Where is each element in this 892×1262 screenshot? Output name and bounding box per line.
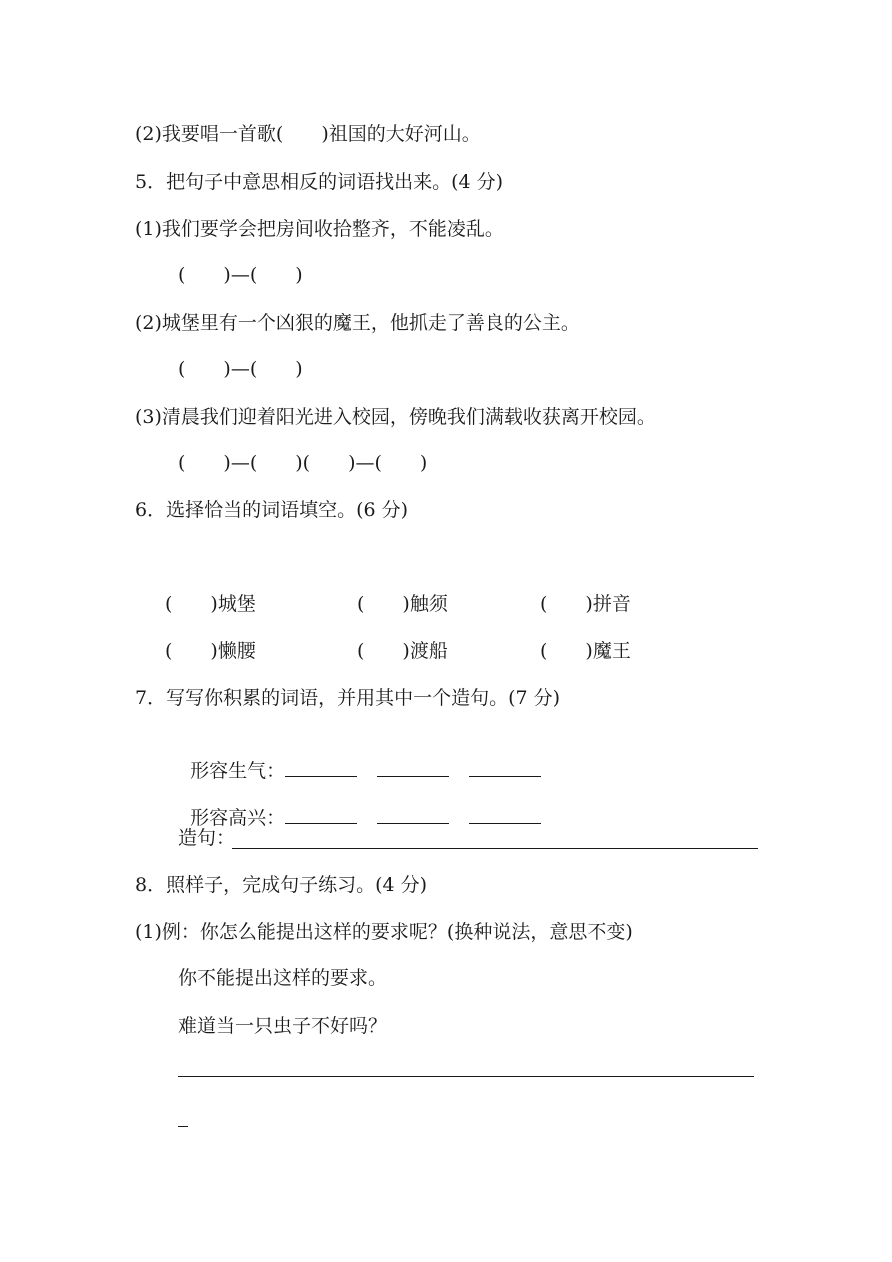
q6-item-antenna[interactable]: ( )触须	[357, 593, 448, 615]
q8-title: 8．照样子，完成句子练习。(4 分)	[135, 874, 428, 896]
q5-sentence-1: (1)我们要学会把房间收拾整齐，不能凌乱。	[135, 218, 504, 240]
q6-item-ferry[interactable]: ( )渡船	[357, 640, 448, 662]
q7-sentence-label: 造句：	[178, 827, 236, 849]
q6-title: 6．选择恰当的词语填空。(6 分)	[135, 499, 409, 521]
q7-angry-blank-3[interactable]	[469, 758, 541, 777]
q6-item-castle[interactable]: ( )城堡	[165, 593, 256, 615]
q7-sentence-line[interactable]	[232, 848, 758, 849]
q7-happy-row	[178, 781, 561, 830]
q7-angry-blank-1[interactable]	[285, 758, 357, 777]
q7-title: 7．写写你积累的词语，并用其中一个造句。(7 分)	[135, 687, 561, 709]
q6-item-stretch[interactable]: ( )懒腰	[165, 640, 256, 662]
q7-happy-blank-3[interactable]	[469, 805, 541, 824]
q6-item-pinyin[interactable]: ( )拼音	[540, 593, 631, 615]
q8-example: (1)例：你怎么能提出这样的要求呢？(换种说法，意思不变)	[135, 921, 633, 943]
q8-question: 难道当一只虫子不好吗？	[178, 1015, 388, 1037]
q7-angry-label: 形容生气：	[190, 760, 286, 782]
q6-item-demon-king[interactable]: ( )魔王	[540, 640, 631, 662]
q7-angry-blank-2[interactable]	[377, 758, 449, 777]
q8-example-answer: 你不能提出这样的要求。	[178, 967, 388, 989]
q8-answer-line-tail	[178, 1126, 188, 1127]
q5-answer-1[interactable]: ( )—( )	[178, 264, 303, 286]
q5-sentence-3: (3)清晨我们迎着阳光进入校园，傍晚我们满载收获离开校园。	[135, 406, 656, 428]
q5-answer-2[interactable]: ( )—( )	[178, 358, 303, 380]
q5-answer-3[interactable]: ( )—( )( )—( )	[178, 452, 428, 474]
q5-sentence-2: (2)城堡里有一个凶狠的魔王，他抓走了善良的公主。	[135, 312, 580, 334]
q7-angry-row	[178, 734, 561, 783]
q7-happy-blank-1[interactable]	[285, 805, 357, 824]
q8-answer-line[interactable]	[178, 1076, 754, 1077]
q5-title: 5．把句子中意思相反的词语找出来。(4 分)	[135, 171, 504, 193]
q7-happy-label: 形容高兴：	[190, 807, 286, 829]
q7-happy-blank-2[interactable]	[377, 805, 449, 824]
q4-item2: (2)我要唱一首歌( )祖国的大好河山。	[135, 123, 481, 145]
